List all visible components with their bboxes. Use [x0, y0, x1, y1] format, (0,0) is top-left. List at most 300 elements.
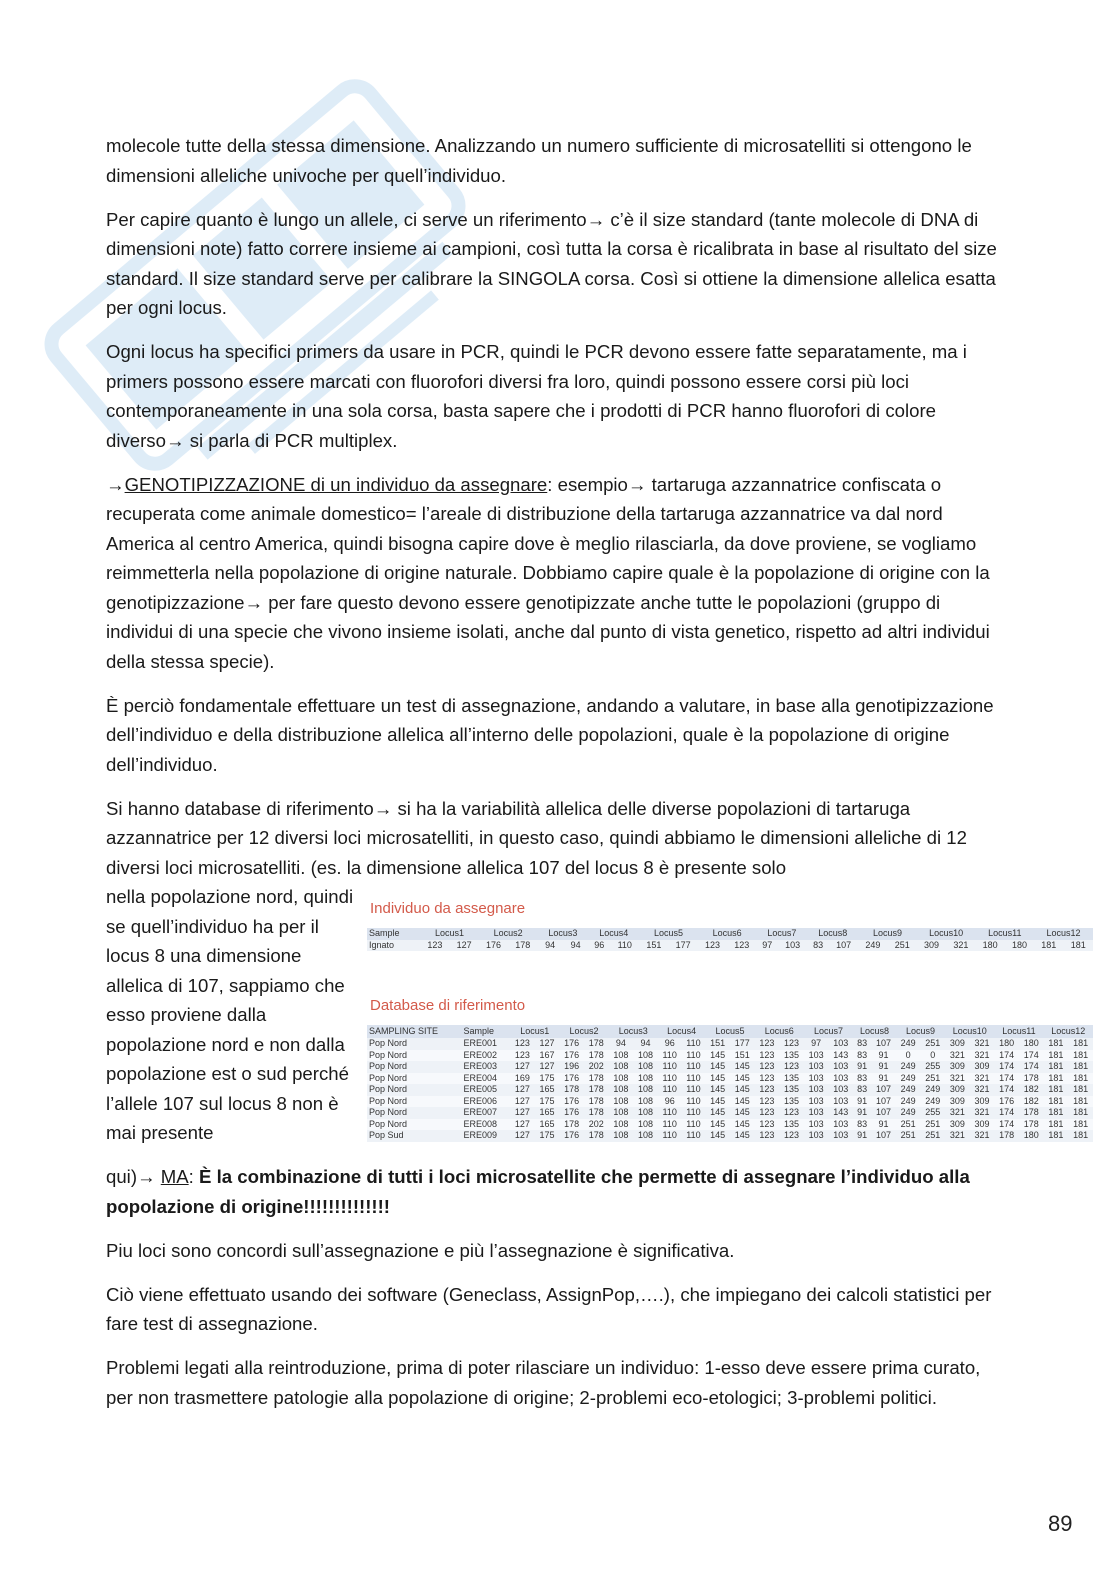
table-cell: 181 — [1073, 1049, 1089, 1060]
table-cell: 108 — [613, 1095, 629, 1106]
table-cell: 143 — [833, 1049, 849, 1060]
table-cell: 135 — [784, 1084, 800, 1094]
table-cell: 177 — [734, 1038, 750, 1048]
table-cell: 123 — [784, 1038, 800, 1048]
table-cell: 123 — [759, 1130, 775, 1140]
table-cell: 103 — [833, 1072, 849, 1083]
table-cell: 249 — [925, 1095, 941, 1106]
table-cell: 135 — [784, 1095, 800, 1106]
table-cell: 110 — [686, 1118, 701, 1129]
table-cell: 174 — [1023, 1049, 1039, 1060]
table-cell: 123 — [427, 939, 443, 950]
table-cell: 178 — [1023, 1118, 1039, 1129]
table-cell: 96 — [594, 939, 605, 950]
table-cell: 151 — [646, 939, 662, 950]
table-cell: 180 — [1011, 939, 1027, 950]
table-cell: 251 — [925, 1072, 941, 1083]
table-cell: 176 — [564, 1107, 580, 1117]
table-cell: 175 — [539, 1130, 555, 1140]
table-cell: 176 — [564, 1130, 580, 1140]
table-cell: 196 — [564, 1061, 580, 1071]
table-cell: 249 — [865, 939, 881, 950]
table-cell: 123 — [704, 939, 720, 950]
table-header-cell: Locus1 — [520, 1026, 550, 1036]
table-cell: 91 — [878, 1061, 889, 1071]
table-header-cell: Locus12 — [1051, 1026, 1086, 1036]
table-cell: 123 — [759, 1095, 775, 1106]
table-cell: 165 — [539, 1107, 555, 1117]
table-cell: 145 — [710, 1107, 726, 1117]
table-cell: 180 — [982, 939, 998, 950]
table-cell: 255 — [925, 1061, 941, 1071]
table-cell: 251 — [925, 1130, 941, 1140]
table-cell: 0 — [905, 1049, 911, 1060]
table-cell: 96 — [664, 1095, 675, 1106]
table-header-cell: Locus5 — [653, 928, 683, 938]
table-cell: 145 — [734, 1061, 750, 1071]
table-cell: 83 — [857, 1038, 868, 1048]
table-cell: 91 — [857, 1061, 868, 1071]
table-header-cell: Locus6 — [764, 1026, 794, 1036]
table-cell: 178 — [999, 1130, 1015, 1140]
table-cell: 91 — [878, 1049, 889, 1060]
table-cell: 178 — [588, 1095, 604, 1106]
table-cell: 181 — [1048, 1084, 1064, 1094]
database-table-header — [367, 1025, 1093, 1038]
table-cell: 176 — [485, 939, 501, 950]
table-cell: 103 — [808, 1118, 824, 1129]
table-cell: 181 — [1048, 1038, 1064, 1048]
table-cell: 83 — [857, 1072, 868, 1083]
table-header-cell: Locus11 — [1002, 1026, 1036, 1036]
table-cell: 309 — [949, 1118, 965, 1129]
table-header-cell: Locus2 — [493, 928, 523, 938]
table-cell: ERE006 — [463, 1095, 498, 1106]
table-cell: 127 — [514, 1107, 530, 1117]
table-header-cell: Locus9 — [873, 928, 903, 938]
table-cell: 123 — [759, 1049, 775, 1060]
table-cell: 108 — [613, 1061, 629, 1071]
table-header-cell: Locus8 — [859, 1026, 889, 1036]
table-header-cell: SAMPLING SITE — [369, 1026, 439, 1036]
table-cell: 110 — [662, 1130, 677, 1140]
table-cell: 91 — [857, 1107, 868, 1117]
table-header-cell: Locus12 — [1046, 928, 1081, 938]
table-cell: Pop Sud — [369, 1130, 404, 1140]
table-cell: 110 — [617, 939, 632, 950]
table-cell: 108 — [613, 1084, 629, 1094]
table-cell: 103 — [833, 1038, 849, 1048]
table-cell: 91 — [857, 1095, 868, 1106]
table-cell: 127 — [539, 1061, 555, 1071]
table-cell: 103 — [833, 1084, 849, 1094]
table-cell: 103 — [833, 1095, 849, 1106]
table-row — [367, 1050, 1093, 1062]
table-cell: 180 — [1023, 1038, 1039, 1048]
table-cell: 97 — [762, 939, 773, 950]
table-header-cell: Locus4 — [667, 1026, 697, 1036]
table-cell: 123 — [759, 1107, 775, 1117]
table-cell: 96 — [664, 1038, 675, 1048]
table-cell: 175 — [539, 1072, 555, 1083]
table-cell: 145 — [734, 1118, 750, 1129]
paragraph-6-side-text: nella popolazione nord, quindi se quell’individuo ha per il locus 8 una dimensione allelica di 107, sappiamo che esso proviene dalla popolazione nord e non dalla popolazione est o sud perché l’allele 107 sul locus 8 non è mai presente — [106, 886, 354, 1143]
table-cell: 174 — [999, 1072, 1015, 1083]
table-cell: 108 — [613, 1049, 629, 1060]
table-cell: 108 — [638, 1084, 654, 1094]
table-cell: 249 — [900, 1072, 916, 1083]
table-cell: 181 — [1048, 1118, 1064, 1129]
table-cell: 94 — [570, 939, 581, 950]
ma-keyword: MA — [160, 1166, 189, 1187]
table-cell: 110 — [686, 1038, 701, 1048]
table-cell: 181 — [1048, 1095, 1064, 1106]
table-cell: 107 — [876, 1130, 892, 1140]
table-cell: 83 — [857, 1118, 868, 1129]
table-cell: 251 — [925, 1038, 941, 1048]
individual-table-row — [367, 940, 1093, 952]
table-row — [367, 1130, 1093, 1142]
table-cell: 103 — [808, 1130, 824, 1140]
table-cell: 174 — [999, 1107, 1015, 1117]
table-cell: 181 — [1048, 1061, 1064, 1071]
table-cell: Pop Nord — [369, 1095, 408, 1106]
table-cell: Pop Nord — [369, 1084, 408, 1094]
table-header-cell: Locus3 — [548, 928, 578, 938]
table-cell: 135 — [784, 1049, 800, 1060]
paragraph-3: Ogni locus ha specifici primers da usare in PCR, quindi le PCR devono essere fatte separatamente, ma i primers possono essere marcati con fluorofori diversi fra loro, quindi possono essere corsi più loci contemporaneamente in una sola corsa, basta sapere che i prodotti di PCR hanno fluorofori di colore diverso→ si parla di PCR multiplex. — [106, 341, 967, 451]
table-cell: 178 — [1023, 1072, 1039, 1083]
table-cell: 123 — [514, 1038, 530, 1048]
table-cell: 251 — [925, 1118, 941, 1129]
key-statement: È la combinazione di tutti i loci microsatellite che permette di assegnare l’individuo alla popolazione di origine!!!!!!!!!!!!!! — [106, 1166, 970, 1217]
table-cell: 145 — [734, 1130, 750, 1140]
table-cell: 182 — [1023, 1084, 1039, 1094]
table-cell: 103 — [808, 1072, 824, 1083]
table-cell: 110 — [662, 1072, 677, 1083]
table-cell: Pop Nord — [369, 1061, 408, 1071]
table-cell: 321 — [974, 1084, 990, 1094]
table-cell: 107 — [876, 1084, 892, 1094]
table-cell: 127 — [514, 1095, 530, 1106]
paragraph-4-text: : esempio→ tartaruga azzannatrice confiscata o recuperata come animale domestico= l’areale di distribuzione della tartaruga azzannatrice va dal nord America al centro America, quindi bisogna capire dove è meglio rilasciarla, da dove proviene, se vogliamo reimmetterla nella popolazione di origine naturale. Dobbiamo capire quale è la popolazione di origine con la genotipizzazione→ per fare questo devono essere genotipizzate anche tutte le popolazioni (gruppo di individui di una specie che vivono insieme isolati, anche dal punto di vista genetico, rispetto ad altri individui della stessa specie). — [106, 473, 990, 672]
table-cell: 94 — [545, 939, 556, 950]
table-cell: 309 — [974, 1118, 990, 1129]
table-cell: 181 — [1048, 1072, 1064, 1083]
table-cell: 110 — [662, 1084, 677, 1094]
table-cell: 249 — [925, 1084, 941, 1094]
table-cell: 83 — [813, 939, 824, 950]
table-cell: 123 — [784, 1107, 800, 1117]
table-cell: ERE001 — [463, 1038, 498, 1048]
table-cell: 181 — [1073, 1107, 1089, 1117]
table-cell: Pop Nord — [369, 1072, 408, 1083]
table-cell: 103 — [808, 1095, 824, 1106]
table-cell: Pop Nord — [369, 1038, 408, 1048]
table-cell: 181 — [1073, 1038, 1089, 1048]
table-cell: 181 — [1073, 1084, 1089, 1094]
table-cell: 103 — [808, 1084, 824, 1094]
table-cell: ERE003 — [463, 1061, 498, 1071]
table-cell: 110 — [686, 1049, 701, 1060]
table-cell: 181 — [1048, 1107, 1064, 1117]
table-cell: 145 — [710, 1095, 726, 1106]
table-cell: ERE002 — [463, 1049, 498, 1060]
table-row — [367, 1107, 1093, 1119]
table-cell: 174 — [999, 1049, 1015, 1060]
table-cell: 110 — [686, 1130, 701, 1140]
table-row — [367, 1119, 1093, 1131]
table-cell: 174 — [1023, 1061, 1039, 1071]
table-cell: 321 — [974, 1107, 990, 1117]
table-cell: 181 — [1070, 939, 1086, 950]
table-header-cell: Locus6 — [712, 928, 742, 938]
table-cell: 103 — [833, 1118, 849, 1129]
table-cell: 145 — [710, 1072, 726, 1083]
paragraph-2: Per capire quanto è lungo un allele, ci serve un riferimento→ c’è il size standard (tante molecole di DNA di dimensioni note) fatto correre insieme ai campioni, così tutta la corsa è ricalibrata in base al risultato del size standard. Il size standard serve per calibrare la SINGOLA corsa. Così si ottiene la dimensione allelica esatta per ogni locus. — [106, 208, 997, 318]
table-cell: 176 — [999, 1095, 1015, 1106]
table-cell: 123 — [759, 1118, 775, 1129]
table-cell: ERE008 — [463, 1118, 498, 1129]
table-cell: 107 — [876, 1107, 892, 1117]
table-cell: 103 — [808, 1107, 824, 1117]
table-cell: 255 — [925, 1107, 941, 1117]
table-row — [367, 1038, 1093, 1050]
table-cell: 181 — [1041, 939, 1057, 950]
table-header-cell: Locus7 — [767, 928, 797, 938]
table-cell: 178 — [588, 1084, 604, 1094]
table-cell: 0 — [930, 1049, 936, 1060]
table-header-cell: Locus3 — [618, 1026, 648, 1036]
table-header-cell: Locus5 — [715, 1026, 745, 1036]
table-cell: 202 — [588, 1061, 604, 1071]
table-cell: 110 — [686, 1072, 701, 1083]
table-cell: 108 — [613, 1107, 629, 1117]
table-cell: 321 — [974, 1072, 990, 1083]
table-cell: 321 — [949, 1049, 965, 1060]
table-cell: 108 — [638, 1095, 654, 1106]
table-cell: 103 — [808, 1061, 824, 1071]
table-cell: 249 — [900, 1038, 916, 1048]
table-cell: ERE005 — [463, 1084, 498, 1094]
table-header-cell: Locus2 — [569, 1026, 599, 1036]
table-cell: 178 — [515, 939, 531, 950]
table-row — [367, 1084, 1093, 1096]
table-cell: 108 — [638, 1049, 654, 1060]
table-cell: 107 — [876, 1038, 892, 1048]
table-cell: 94 — [615, 1038, 626, 1048]
table-cell: 107 — [876, 1095, 892, 1106]
table-cell: 309 — [924, 939, 940, 950]
table-cell: 127 — [514, 1084, 530, 1094]
table-row — [367, 1073, 1093, 1085]
paragraph-9: Problemi legati alla reintroduzione, prima di poter rilasciare un individuo: 1-esso deve essere prima curato, per non trasmettere patologie alla popolazione di origine; 2-problemi eco-etologici; 3-problemi politici. — [106, 1357, 981, 1408]
table-header-cell: Locus8 — [818, 928, 848, 938]
paragraph-8: Ciò viene effettuato usando dei software (Geneclass, AssignPop,….), che impiegano dei calcoli statistici per fare test di assegnazione. — [106, 1283, 992, 1334]
table-cell: 169 — [514, 1072, 530, 1083]
table-row — [367, 1061, 1093, 1073]
table-cell: 321 — [974, 1049, 990, 1060]
table-row — [367, 1096, 1093, 1108]
genotype-figure — [367, 892, 1093, 1170]
table-cell: 181 — [1073, 1072, 1089, 1083]
table-cell: 182 — [1023, 1095, 1039, 1106]
table-cell: 151 — [710, 1038, 726, 1048]
table-cell: 110 — [662, 1061, 677, 1071]
table-cell: 107 — [836, 939, 852, 950]
table-cell: 94 — [640, 1038, 651, 1048]
table-cell: 123 — [734, 939, 750, 950]
table-header-cell: Locus1 — [434, 928, 464, 938]
table-cell: 251 — [900, 1130, 916, 1140]
table-cell: 251 — [900, 1118, 916, 1129]
table-cell: 145 — [734, 1084, 750, 1094]
table-cell: 83 — [857, 1049, 868, 1060]
table-cell: 108 — [613, 1118, 629, 1129]
table-cell: 103 — [808, 1049, 824, 1060]
conclusion-lead: qui)→ — [106, 1166, 161, 1187]
table-header-cell: Locus11 — [988, 928, 1022, 938]
table-cell: 135 — [784, 1118, 800, 1129]
table-cell: 145 — [734, 1107, 750, 1117]
table-cell: Pop Nord — [369, 1118, 408, 1129]
table-cell: Pop Nord — [369, 1107, 408, 1117]
table-cell: 178 — [564, 1084, 580, 1094]
table-cell: 309 — [949, 1084, 965, 1094]
table-cell: 83 — [857, 1084, 868, 1094]
paragraph-4 — [106, 470, 1011, 677]
table-header-cell: Locus7 — [813, 1026, 843, 1036]
table-cell: Pop Nord — [369, 1049, 408, 1060]
table-header-cell: Sample — [369, 928, 400, 938]
table-cell: 143 — [833, 1107, 849, 1117]
table-cell: 145 — [710, 1084, 726, 1094]
table-cell: 249 — [900, 1107, 916, 1117]
table-cell: 176 — [564, 1049, 580, 1060]
table-cell: 127 — [514, 1130, 530, 1140]
table-cell: 123 — [784, 1061, 800, 1071]
paragraph-5: È perciò fondamentale effettuare un test di assegnazione, andando a valutare, in base alla genotipizzazione dell’individuo e della distribuzione allelica all’interno delle popolazioni, quale è la popolazione di origine dell’individuo. — [106, 694, 994, 775]
table-cell: 123 — [759, 1072, 775, 1083]
table-cell: 202 — [588, 1118, 604, 1129]
table-cell: 321 — [953, 939, 969, 950]
arrow-symbol: → — [106, 473, 125, 495]
table-cell: Ignato — [369, 939, 395, 950]
table-cell: 181 — [1073, 1061, 1089, 1071]
table-cell: 178 — [588, 1038, 604, 1048]
table-cell: 180 — [999, 1038, 1015, 1048]
table-cell: 135 — [784, 1072, 800, 1083]
table-cell: 145 — [710, 1118, 726, 1129]
table-cell: 145 — [734, 1072, 750, 1083]
table-cell: ERE009 — [463, 1130, 498, 1140]
table-cell: 249 — [900, 1084, 916, 1094]
table-cell: 178 — [1023, 1107, 1039, 1117]
table-cell: 321 — [974, 1038, 990, 1048]
table-cell: 321 — [949, 1130, 965, 1140]
table-header-cell: Locus10 — [929, 928, 964, 938]
table-cell: 110 — [686, 1084, 701, 1094]
individual-table — [367, 928, 1093, 951]
table-cell: 321 — [949, 1107, 965, 1117]
figure-title-individual: Individuo da assegnare — [370, 900, 526, 917]
table-cell: 176 — [564, 1072, 580, 1083]
table-cell: ERE007 — [463, 1107, 498, 1117]
table-cell: 103 — [833, 1130, 849, 1140]
table-cell: 174 — [999, 1061, 1015, 1071]
table-cell: 321 — [974, 1130, 990, 1140]
table-cell: 145 — [710, 1049, 726, 1060]
paragraph-1: molecole tutte della stessa dimensione. Analizzando un numero sufficiente di microsatelliti si ottengono le dimensioni alleliche univoche per quell’individuo. — [106, 135, 972, 186]
table-cell: 176 — [564, 1038, 580, 1048]
table-cell: 309 — [974, 1061, 990, 1071]
table-header-cell: Locus9 — [905, 1026, 935, 1036]
table-cell: 97 — [811, 1038, 822, 1048]
table-cell: 151 — [734, 1049, 750, 1060]
table-cell: 127 — [456, 939, 472, 950]
table-cell: 175 — [539, 1095, 555, 1106]
table-cell: 176 — [564, 1095, 580, 1106]
table-cell: 127 — [514, 1118, 530, 1129]
figure-title-database: Database di riferimento — [370, 997, 526, 1014]
table-cell: 123 — [514, 1049, 530, 1060]
paragraph-6: Si hanno database di riferimento→ si ha la variabilità allelica delle diverse popolazioni di tartaruga azzannatrice per 12 diversi loci microsatelliti, in questo caso, quindi abbiamo le dimensioni alleliche di 12 diversi loci microsatelliti. (es. la dimensione allelica 107 del locus 8 è presente solo — [106, 797, 967, 878]
table-cell: 127 — [514, 1061, 530, 1071]
table-cell: 108 — [638, 1072, 654, 1083]
table-cell: 177 — [675, 939, 691, 950]
table-cell: 178 — [588, 1130, 604, 1140]
table-cell: 123 — [784, 1130, 800, 1140]
table-cell: 178 — [588, 1049, 604, 1060]
table-cell: 181 — [1073, 1118, 1089, 1129]
table-cell: 110 — [686, 1095, 701, 1106]
table-cell: 181 — [1073, 1130, 1089, 1140]
database-table — [367, 1025, 1093, 1142]
table-cell: 178 — [588, 1072, 604, 1083]
table-cell: 309 — [949, 1061, 965, 1071]
table-cell: 181 — [1048, 1130, 1064, 1140]
paragraph-6-conclusion — [106, 1162, 1011, 1221]
table-cell: 103 — [785, 939, 801, 950]
table-cell: 321 — [949, 1072, 965, 1083]
table-cell: 167 — [539, 1049, 555, 1060]
table-cell: 110 — [686, 1107, 701, 1117]
table-cell: 309 — [949, 1095, 965, 1106]
table-cell: 249 — [900, 1095, 916, 1106]
table-cell: 178 — [588, 1107, 604, 1117]
table-cell: 180 — [1023, 1130, 1039, 1140]
table-cell: 309 — [949, 1038, 965, 1048]
table-cell: 145 — [710, 1130, 726, 1140]
table-cell: 145 — [710, 1061, 726, 1071]
table-cell: 91 — [878, 1118, 889, 1129]
table-cell: 123 — [759, 1061, 775, 1071]
genotyping-heading: GENOTIPIZZAZIONE di un individuo da assegnare — [124, 473, 548, 495]
table-cell: 108 — [638, 1130, 654, 1140]
page-number: 89 — [1048, 1511, 1073, 1536]
document-body — [106, 131, 1011, 1427]
table-cell: 91 — [878, 1072, 889, 1083]
paragraph-7: Piu loci sono concordi sull’assegnazione e più l’assegnazione è significativa. — [106, 1239, 735, 1261]
table-header-cell: Locus4 — [599, 928, 629, 938]
table-cell: 108 — [638, 1107, 654, 1117]
table-cell: 123 — [759, 1084, 775, 1094]
table-cell: 108 — [638, 1061, 654, 1071]
conclusion-colon: : — [188, 1166, 199, 1187]
table-cell: 127 — [539, 1038, 555, 1048]
table-cell: 91 — [857, 1130, 868, 1140]
table-cell: 165 — [539, 1118, 555, 1129]
